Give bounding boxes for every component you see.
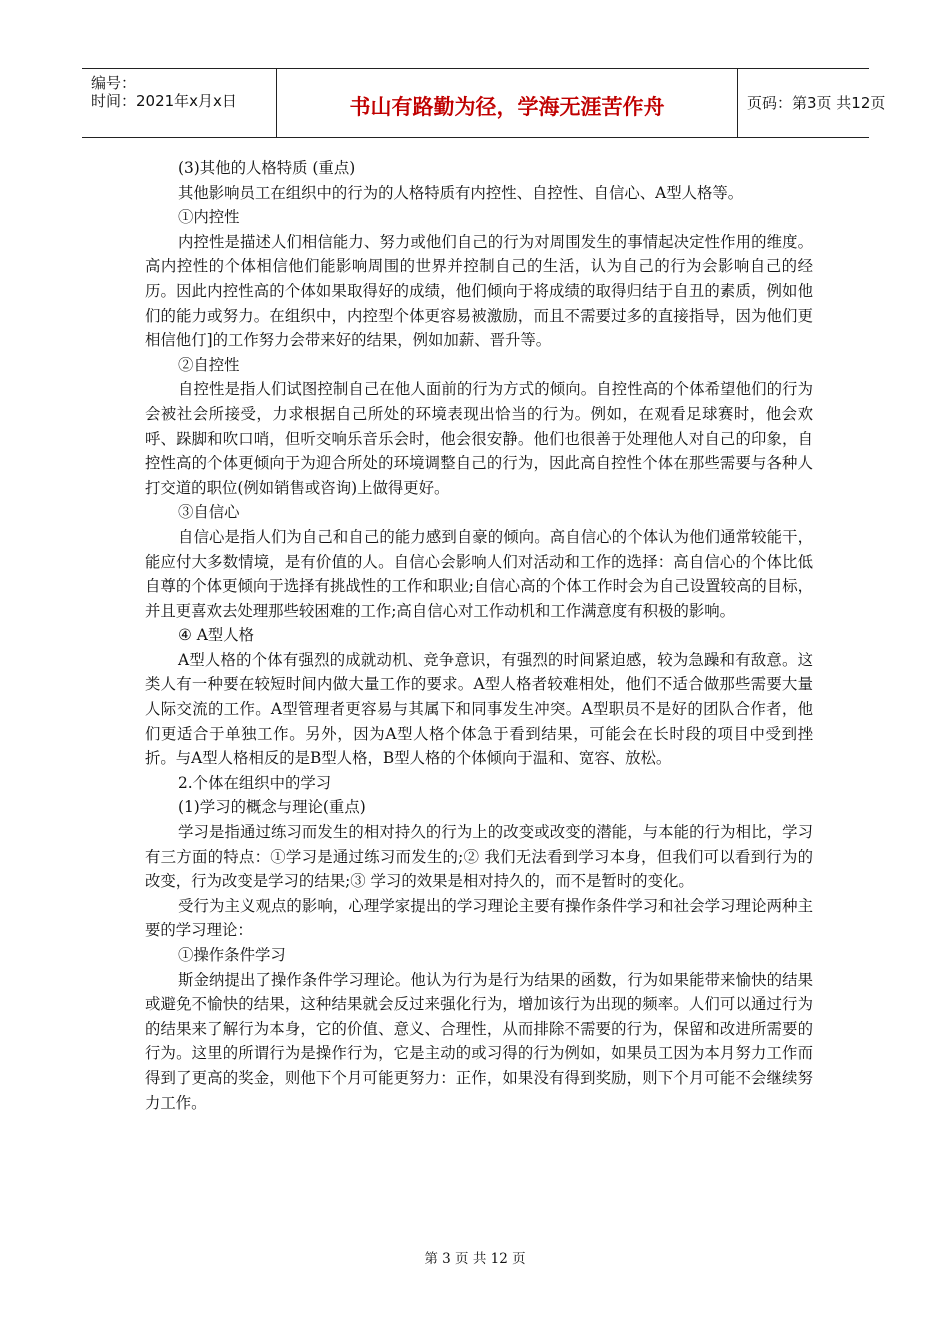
- paragraph: 受行为主义观点的影响，心理学家提出的学习理论主要有操作条件学习和社会学习理论两种主要的学习理论：: [145, 896, 813, 940]
- header-motto: 书山有路勤为径，学海无涯苦作舟: [349, 95, 665, 119]
- document-body: [145, 156, 813, 1115]
- paragraph: 其他影响员工在组织中的行为的人格特质有内控性、自控性、自信心、A型人格等。: [178, 183, 744, 202]
- paragraph: 自信心是指人们为自己和自己的能力感到自豪的倾向。高自信心的个体认为他们通常较能干，能应付大多数情境，是有价值的人。自信心会影响人们对活动和工作的选择：高自信心的个体比低自尊的个体更倾向于选择有挑战性的工作和职业;自信心高的个体工作时会为自己设置较高的目标，并且更喜欢去处理那些较困难的工作;高自信心对工作动机和工作满意度有积极的影响。: [145, 527, 813, 620]
- subheading-self-confidence: ③自信心: [178, 503, 240, 522]
- header-motto-cell: [276, 69, 738, 137]
- paragraph: A型人格的个体有强烈的成就动机、竞争意识，有强烈的时间紧迫感，较为急躁和有敌意。这类人有一种要在较短时间内做大量工作的要求。A型人格者较难相处，他们不适合做那些需要大量人际交流的工作。A型管理者更容易与其属下和同事发生冲突。A型职员不是好的团队合作者，他们更适合于单独工作。另外，因为A型人格个体急于看到结果，可能会在长时段的项目中受到挫折。与A型人格相反的是B型人格，B型人格的个体倾向于温和、宽容、放松。: [145, 650, 813, 768]
- document-header: [82, 68, 886, 138]
- subheading-operant-learning: ①操作条件学习: [178, 946, 286, 964]
- header-page-label: 页码：第3页 共12页: [747, 94, 886, 112]
- page-footer: 第 3 页 共 12 页: [424, 1251, 526, 1267]
- section-heading-other-traits: (3)其他的人格特质 (重点): [178, 159, 356, 177]
- header-page-cell: [737, 69, 886, 137]
- document-number-label: 编号：: [91, 74, 137, 92]
- paragraph: 自控性是指人们试图控制自己在他人面前的行为方式的倾向。自控性高的个体希望他们的行为会被社会所接受，力求根据自己所处的环境表现出恰当的行为。例如，在观看足球赛时，他会欢呼、跺脚和吹口哨，但听交响乐音乐会时，他会很安静。他们也很善于处理他人对自己的印象，自控性高的个体更倾向于为迎合所处的环境调整自己的行为，因此高自控性个体在那些需要与各种人打交道的职位(例如销售或咨询)上做得更好。: [145, 380, 813, 497]
- document-date-label: 时间：2021年x月x日: [91, 92, 237, 110]
- subheading-type-a-personality: ④ A型人格: [178, 626, 254, 645]
- paragraph: 学习是指通过练习而发生的相对持久的行为上的改变或改变的潜能，与本能的行为相比，学习有三方面的特点：①学习是通过练习而发生的;② 我们无法看到学习本身，但我们可以看到行为的改变，行为改变是学习的结果;③ 学习的效果是相对持久的，而不是暂时的变化。: [145, 823, 814, 891]
- subheading-self-monitoring: ②自控性: [178, 355, 240, 374]
- section-heading-learning: 2.个体在组织中的学习: [178, 773, 332, 792]
- subheading-internal-control: ①内控性: [178, 208, 240, 227]
- paragraph: 斯金纳提出了操作条件学习理论。他认为行为是行为结果的函数，行为如果能带来愉快的结果或避免不愉快的结果，这种结果就会反过来强化行为，增加该行为出现的频率。人们可以通过行为的结果来了解行为本身，它的价值、意义、合理性，从而排除不需要的行为，保留和改进所需要的行为。这里的所谓行为是操作行为，它是主动的或习得的行为例如，如果员工因为本月努力工作而得到了更高的奖金，则他下个月可能更努力：正作，如果没有得到奖励，则下个月可能不会继续努力工作。: [145, 970, 813, 1112]
- subheading-learning-concept: (1)学习的概念与理论(重点): [178, 798, 366, 817]
- header-meta-cell: [82, 69, 276, 137]
- paragraph: 内控性是描述人们相信能力、努力或他们自己的行为对周围发生的事情起决定性作用的维度。高内控性的个体相信他们能影响周围的世界并控制自己的生活，认为自己的行为会影响自己的经历。因此内控性高的个体如果取得好的成绩，他们倾向于将成绩的取得归结于自丑的素质，例如他们的能力或努力。在组织中，内控型个体更容易被激励，而且不需要过多的直接指导，因为他们更相信他仃]的工作努力会带来好的结果，例如加薪、晋升等。: [145, 232, 813, 350]
